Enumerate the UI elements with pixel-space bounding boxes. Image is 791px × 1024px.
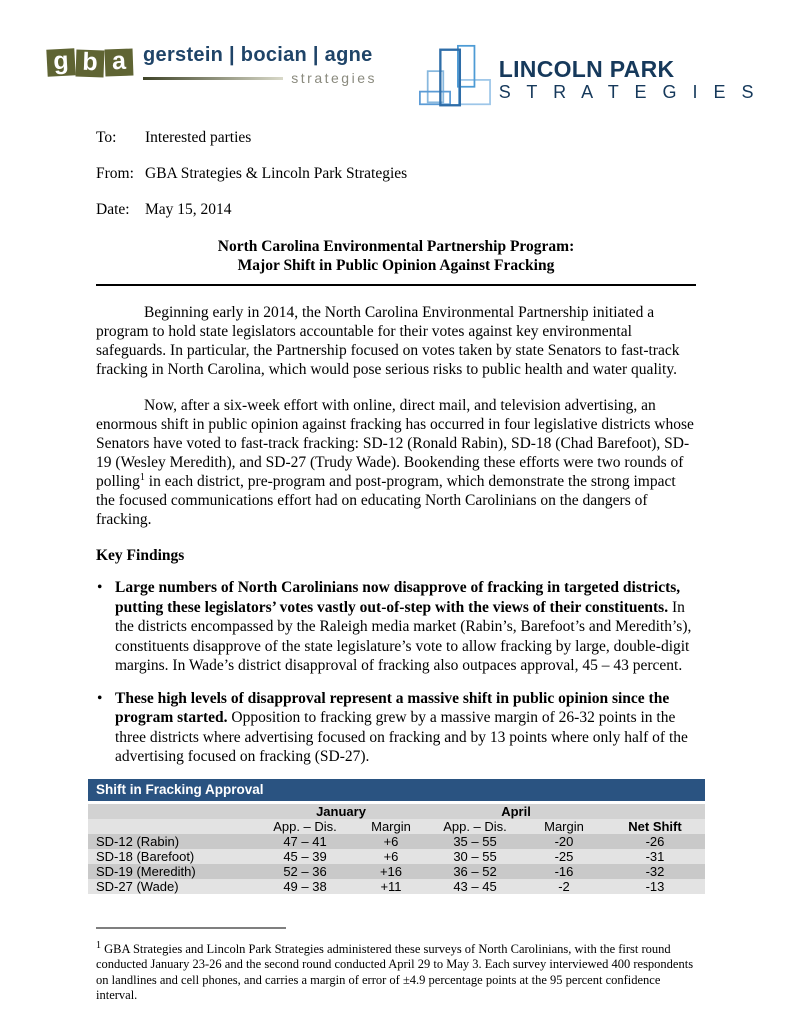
key-finding-bullet-2 <box>96 689 696 767</box>
key-findings-heading: Key Findings <box>96 547 185 564</box>
empty-header-cell <box>605 804 705 819</box>
memo-content <box>96 120 696 1004</box>
gba-logo-name: gerstein | bocian | agne <box>143 44 373 66</box>
paragraph-2 <box>96 396 696 529</box>
value-cell: -20 <box>554 833 574 849</box>
document-title <box>96 237 696 275</box>
memo-field-from <box>96 164 696 183</box>
district-cell: SD-18 (Barefoot) <box>96 848 195 864</box>
bullet-icon: • <box>97 689 103 707</box>
value-cell: -13 <box>645 878 665 894</box>
value-cell: 49 – 38 <box>283 878 327 894</box>
value-cell: 30 – 55 <box>453 848 497 864</box>
gba-logo-strategies: strategies <box>291 70 377 86</box>
value-cell: 36 – 52 <box>453 863 497 879</box>
bullet-icon: • <box>97 579 103 596</box>
value-cell: +16 <box>379 863 403 879</box>
paragraph-2-text: Now, after a six-week effort with online, direct mail, and television advertising, an enormous shift in public opinion against fracking has occurred in four legislative districts whose Senators have voted to fast-track fracking: SD-12 (Ronald Rabin), SD-18 (Chad Barefoot), SD-19 (Wesley Meredith), and SD-27 (Trudy Wade). Bookending these efforts were two rounds of polling <box>96 397 694 490</box>
gba-logo-text <box>143 44 377 86</box>
document-title-line2: Major Shift in Public Opinion Against Fracking <box>237 257 555 274</box>
header-logos <box>47 44 761 115</box>
table-row <box>88 879 705 894</box>
net-shift-header: Net Shift <box>628 818 682 834</box>
buildings-outline-icon <box>416 44 492 115</box>
value-cell: 45 – 39 <box>283 848 327 864</box>
footnote <box>96 939 696 1004</box>
value-cell: -26 <box>645 833 665 849</box>
table-title-bar: Shift in Fracking Approval <box>88 779 705 801</box>
memo-value-date: May 15, 2014 <box>145 201 232 218</box>
value-cell: -32 <box>645 863 665 879</box>
memo-label-date: Date: <box>96 201 130 218</box>
footnote-rule <box>96 927 286 929</box>
memo-value-to: Interested parties <box>145 129 252 146</box>
document-title-line1: North Carolina Environmental Partnership Program: <box>217 238 575 255</box>
district-cell: SD-12 (Rabin) <box>96 833 180 849</box>
value-cell: -31 <box>645 848 665 864</box>
table-row <box>88 834 705 849</box>
value-cell: -2 <box>558 878 570 894</box>
key-finding-bullet-1 <box>96 578 696 676</box>
district-cell: SD-27 (Wade) <box>96 878 179 894</box>
memo-label-from: From: <box>96 165 134 182</box>
table-row <box>88 864 705 879</box>
value-cell: 35 – 55 <box>453 833 497 849</box>
value-cell: +6 <box>383 848 399 864</box>
title-rule <box>96 284 696 286</box>
value-cell: 43 – 45 <box>453 878 497 894</box>
value-cell: +6 <box>383 833 399 849</box>
value-cell: -25 <box>554 848 574 864</box>
footnote-number: 1 <box>96 939 101 951</box>
april-group-header: April <box>501 803 531 819</box>
table-group-header-row <box>88 804 705 819</box>
table-subheader-row <box>88 819 705 834</box>
district-cell: SD-19 (Meredith) <box>96 863 196 879</box>
gba-strategies-logo <box>47 44 377 86</box>
value-cell: 47 – 41 <box>283 833 327 849</box>
memo-field-date <box>96 200 696 219</box>
jan-margin-header: Margin <box>371 818 411 834</box>
value-cell: 52 – 36 <box>283 863 327 879</box>
lincoln-park-strategies: S T R A T E G I E S <box>498 81 759 102</box>
lincoln-park-logo-text <box>499 57 759 103</box>
memo-label-to: To: <box>96 129 117 146</box>
lincoln-park-logo <box>416 44 759 115</box>
bullet-1-text: In the districts encompassed by the Raleigh media market (Rabin’s, Barefoot’s and Meredith’s), constituents disapprove of the state legislature’s vote to allow fracking by large, double-digit margins. In Wade’s district disapproval of fracking also outpaces approval, 45 – 43 percent. <box>115 598 692 674</box>
gba-box-g: g <box>46 48 75 76</box>
bullet-1-bold-text: Large numbers of North Carolinians now disapprove of fracking in targeted districts, putting these legislators’ votes vastly out-of-step with the views of their constituents. <box>115 579 681 616</box>
footnote-text: GBA Strategies and Lincoln Park Strategies administered these surveys of North Carolinians, with the first round conducted January 23-26 and the second round conducted April 29 to May 3. Each survey interviewed 400 respondents on landlines and cell phones, and carries a margin of error of ±4.9 percentage points at the 95 percent confidence interval. <box>96 941 694 1002</box>
gba-letter-boxes-icon <box>47 46 134 77</box>
january-group-header: January <box>316 803 366 819</box>
paragraph-1: Beginning early in 2014, the North Carolina Environmental Partnership initiated a program to hold state legislators accountable for their votes against key environmental safeguards. In particular, the Partnership focused on votes taken by state Senators to fast-track fracking in North Carolina, which would pose serious risks to public health and water quality. <box>96 304 680 378</box>
paragraph-2-text-cont: in each district, pre-program and post-program, which demonstrate the strong impact the focused communications effort had on educating North Carolinians on the dangers of fracking. <box>96 473 676 528</box>
value-cell: +11 <box>380 878 402 894</box>
lincoln-park-name: LINCOLN PARK <box>498 55 675 82</box>
approval-table-body <box>88 834 705 894</box>
gba-box-b: b <box>76 50 105 78</box>
bullet-2-bold-text: These high levels of disapproval represent a massive shift in public opinion since the program started. <box>115 689 670 726</box>
empty-header-cell <box>88 819 255 834</box>
gba-logo-subrow <box>143 70 377 86</box>
memo-field-to <box>96 128 696 147</box>
apr-margin-header: Margin <box>544 818 584 834</box>
gba-gradient-rule <box>143 77 283 80</box>
jan-app-dis-header: App. – Dis. <box>273 818 337 834</box>
approval-table <box>88 804 705 894</box>
memo-value-from: GBA Strategies & Lincoln Park Strategies <box>145 165 408 182</box>
bullet-2-text: Opposition to fracking grew by a massive margin of 26-32 points in the three districts where advertising focused on fracking and by 13 points where only half of the advertising focused on fracking (SD-27). <box>115 709 688 765</box>
empty-header-cell <box>88 804 255 819</box>
apr-app-dis-header: App. – Dis. <box>443 818 507 834</box>
value-cell: -16 <box>554 863 574 879</box>
gba-box-a: a <box>105 49 134 77</box>
footnote-reference: 1 <box>139 471 145 483</box>
fracking-approval-table <box>88 779 705 894</box>
table-row <box>88 849 705 864</box>
